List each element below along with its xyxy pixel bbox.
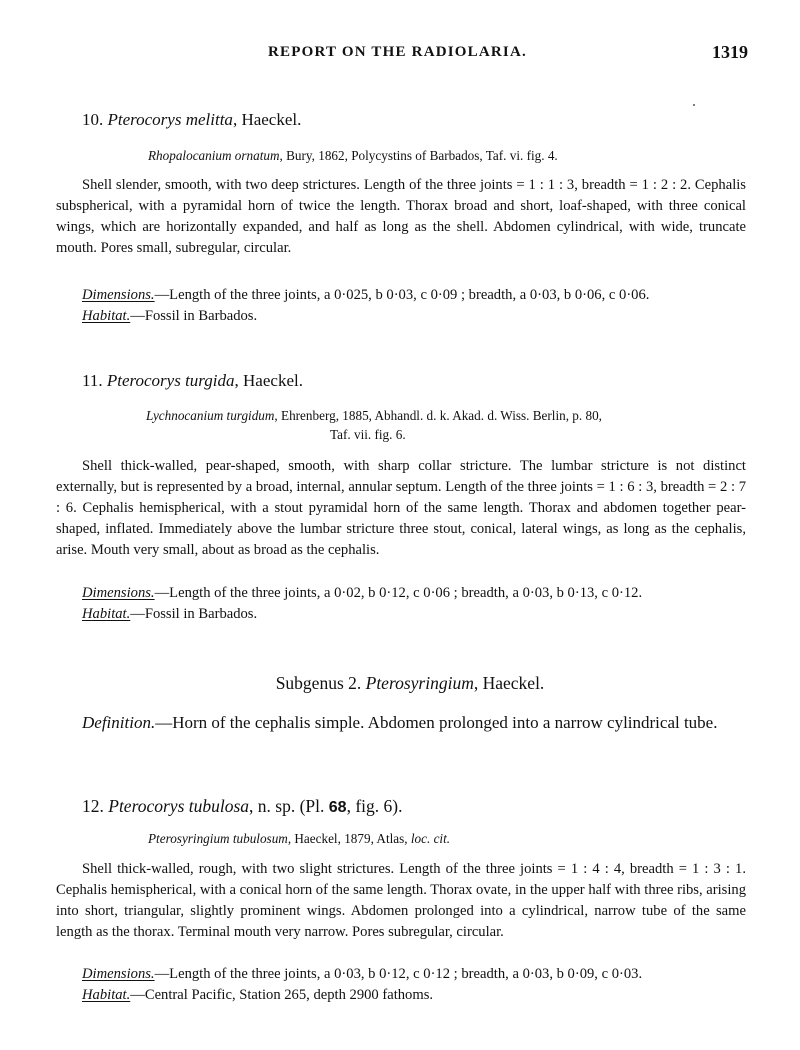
dimensions-label: Dimensions. (82, 966, 155, 982)
definition-block (56, 710, 746, 735)
subgenus-prefix: Subgenus 2. (275, 673, 366, 693)
species-entry-11 (56, 371, 746, 391)
dimensions-text: —Length of the three joints, a 0·03, b 0·12, c 0·12 ; breadth, a 0·03, b 0·09, c 0·03. (154, 966, 643, 982)
figure-reference: , fig. 6). (346, 796, 403, 816)
synonym-line-2: Taf. vii. fig. 6. (330, 427, 406, 442)
habitat-line (56, 604, 746, 625)
species-entry-12 (56, 796, 746, 817)
species-name: Pterocorys tubulosa (108, 796, 250, 816)
synonym-line (148, 146, 748, 165)
synonym-citation: loc. cit. (410, 831, 451, 846)
habitat-label: Habitat. (82, 308, 131, 324)
synonym-name: Lychnocanium turgidum (146, 408, 275, 423)
species-name: Pterocorys melitta (107, 110, 233, 129)
habitat-text: —Fossil in Barbados. (130, 308, 258, 324)
habitat-text: —Central Pacific, Station 265, depth 2900 fathoms. (130, 987, 434, 1003)
description-block (56, 859, 746, 943)
synonym-line (146, 406, 746, 425)
description-block (56, 175, 746, 259)
running-head (0, 44, 800, 68)
dimensions-line (56, 285, 746, 306)
measurements-block (56, 285, 746, 327)
synonym-name: Rhopalocanium ornatum (148, 148, 280, 163)
synonym-block (146, 406, 746, 444)
dimensions-label: Dimensions. (82, 287, 155, 303)
dimensions-line (56, 964, 746, 985)
synonym-block (148, 829, 748, 848)
species-entry-10 (56, 110, 746, 130)
habitat-text: —Fossil in Barbados. (130, 606, 258, 622)
synonym-line (148, 829, 748, 848)
habitat-line (56, 306, 746, 327)
species-description: Shell thick-walled, pear-shaped, smooth, with sharp collar stricture. The lumbar stricture is not distinct externally, but is represented by a broad, internal, annular septum. Length of the three joints = 1 : 6 : 3, breadth = 2 : 7 : 6. Cephalis hemispherical, with a stout pyramidal horn of the same length. Thorax and abdomen together pear-shaped, inflated. Immediately above the lumbar stricture three stout, conical, lateral wings, as long as the cephalis, arise. Mouth very small, about as broad as the cephalis. (56, 458, 746, 558)
species-title (56, 371, 746, 391)
synonym-reference: , Bury, 1862, Polycystins of Barbados, Taf. vi. fig. 4. (279, 148, 558, 163)
species-title (56, 110, 746, 130)
description-block (56, 456, 746, 561)
species-name: Pterocorys turgida (106, 371, 235, 390)
subgenus-heading (0, 673, 800, 694)
species-description: Shell slender, smooth, with two deep strictures. Length of the three joints = 1 : 1 : 3, breadth = 1 : 2 : 2. Cephalis subspherical, with a pyramidal horn of twice the length. Thorax broad and short, loaf-shaped, with three conical wings, which are horizontally expanded, and half as long as the shell. Abdomen cylindrical, with wide, truncate mouth. Pores small, subregular, circular. (56, 177, 746, 256)
synonym-name: Pterosyringium tubulosum (148, 831, 288, 846)
running-title: REPORT ON THE RADIOLARIA. (268, 44, 527, 60)
subgenus-name: Pterosyringium (365, 673, 474, 693)
species-author: , Haeckel. (232, 110, 302, 129)
species-author: , n. sp. (Pl. (249, 796, 329, 816)
species-number: 11. (82, 371, 103, 390)
synonym-reference: , Haeckel, 1879, Atlas, (287, 831, 411, 846)
species-description: Shell thick-walled, rough, with two slight strictures. Length of the three joints = 1 : 4 : 4, breadth = 1 : 3 : 1. Cephalis hemispherical, with a conical horn of the same length. Thorax ovate, in the upper half with three ribs, arising into short, triangular, slightly prominent wings. Abdomen prolonged into a cylindrical, narrow tube of the same length as the thorax. Terminal mouth very narrow. Pores subregular, circular. (56, 861, 746, 940)
measurements-block (56, 583, 746, 625)
habitat-label: Habitat. (82, 606, 131, 622)
habitat-line (56, 985, 746, 1006)
dimensions-label: Dimensions. (82, 585, 155, 601)
species-author: , Haeckel. (234, 371, 303, 390)
synonym-block (148, 146, 748, 165)
synonym-reference: , Ehrenberg, 1885, Abhandl. d. k. Akad. d. Wiss. Berlin, p. 80, (274, 408, 602, 423)
habitat-label: Habitat. (82, 987, 131, 1003)
definition-text: —Horn of the cephalis simple. Abdomen prolonged into a narrow cylindrical tube. (155, 713, 718, 732)
species-number: 10. (82, 110, 104, 129)
measurements-block (56, 964, 746, 1006)
definition-label: Definition. (82, 713, 156, 732)
species-number: 12. (82, 796, 104, 816)
dimensions-line (56, 583, 746, 604)
dimensions-text: —Length of the three joints, a 0·025, b 0·03, c 0·09 ; breadth, a 0·03, b 0·06, c 0·06. (154, 287, 650, 303)
print-speck (693, 104, 695, 106)
dimensions-text: —Length of the three joints, a 0·02, b 0·12, c 0·06 ; breadth, a 0·03, b 0·13, c 0·12. (154, 585, 643, 601)
subgenus-definition (56, 710, 746, 735)
subgenus-author: , Haeckel. (473, 673, 545, 693)
page-number: 1319 (712, 42, 748, 62)
species-title (56, 796, 746, 817)
plate-number: 68 (328, 799, 347, 816)
